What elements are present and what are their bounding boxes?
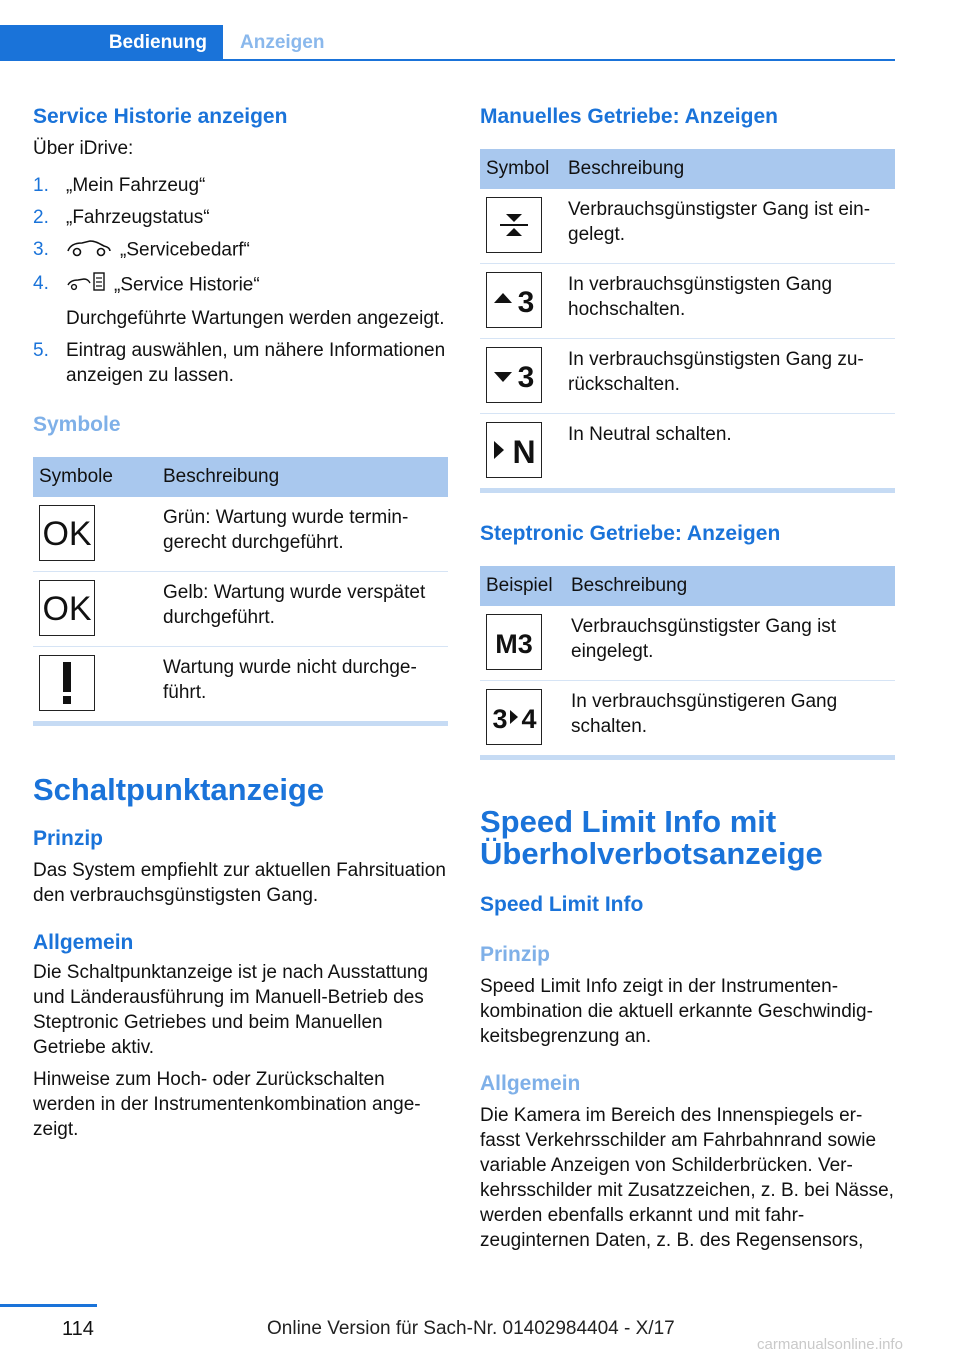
table-cell-desc: In verbrauchsgünstigeren Gang schalten. [571,691,838,737]
ok-green-icon [39,505,95,561]
list-item [33,205,448,230]
table-row [480,339,895,414]
allgemein-text-2: Hinweise zum Hoch- oder Zurückschalten werden in der Instrumentenkombination angezeigt. [33,1069,421,1140]
list-item [33,237,448,264]
step-number: 3. [33,239,49,260]
step-number: 2. [33,207,49,228]
allgemein-heading: Allgemein [33,931,134,954]
symbole-table [33,457,448,721]
table-row [480,606,895,681]
downshift-3-icon [486,347,542,403]
manual-gearbox-heading: Manuelles Getriebe: Anzeigen [480,105,778,128]
table-cell-desc: Grün: Wartung wurde termingerecht durchgeführt. [157,497,448,572]
table-end-bar [33,721,448,726]
page-number: 114 [62,1318,94,1340]
step-text: „Mein Fahrzeug“ [66,175,206,196]
prinzip-heading-right: Prinzip [480,943,551,966]
table-cell-desc: Gelb: Wartung wurde verspätet durchgeführt. [157,572,448,647]
tab-bedienung[interactable]: Bedienung [0,25,223,61]
table-header-row [480,566,895,606]
upshift-label: 3 [517,286,535,317]
column-header: Symbole [33,457,157,497]
prinzip-text-right: Speed Limit Info zeigt in der Instrumentenkombination die aktuell erkannte Geschwindigkeitsbegrenzung an. [480,976,873,1047]
step-number: 4. [33,273,49,294]
exclamation-icon [39,655,95,711]
downshift-label: 3 [517,361,535,392]
list-item [33,173,448,198]
table-cell-desc: In verbrauchsgünstigsten Gang zurückschalten. [562,339,895,414]
table-row [480,189,895,264]
schaltpunkt-heading: Schaltpunktanzeige [33,772,325,807]
symbole-heading: Symbole [33,413,121,436]
step-text: „Fahrzeugstatus“ [66,207,210,228]
manual-gearbox-table [480,149,895,488]
footer-line [0,1304,97,1307]
ok-yellow-label: OK [42,591,92,625]
steptronic-table [480,566,895,755]
table-header-row [480,149,895,189]
table-header-row [33,457,448,497]
step-text: „Service Historie“ [114,274,260,296]
right-column [480,100,895,1253]
column-header: Symbol [480,149,562,189]
column-header: Beschreibung [562,149,895,189]
step-number: 5. [33,340,49,361]
table-cell-desc: Verbrauchsgünstigster Gang ist eingelegt. [562,189,895,264]
prinzip-heading: Prinzip [33,827,104,850]
neutral-label: N [512,434,536,467]
service-intro: Über iDrive: [33,138,134,159]
table-row [33,647,448,722]
m3-icon [486,614,542,670]
service-history-heading: Service Historie anzeigen [33,105,288,128]
step-number: 1. [33,175,49,196]
table-row [480,681,895,756]
speed-limit-subheading: Speed Limit Info [480,893,644,916]
table-cell-desc: Verbrauchsgünstigster Gang ist eingelegt. [565,606,895,681]
column-header: Beschreibung [157,457,448,497]
allgemein-text-1: Die Schaltpunktanzeige ist je nach Ausstattung und Länderausführung im Manuell-Betrieb des Steptronic Getriebes und beim Manuellen Getriebe aktiv. [33,962,429,1058]
list-item [33,338,448,388]
ok-yellow-icon [39,580,95,636]
speed-limit-heading: Speed Limit Info mit Überholverbotsanzeige [480,804,823,871]
allgemein-text-right: Die Kamera im Bereich des Innenspiegels erfasst Verkehrsschilder am Fahrbahnrand sowie variable Anzeigen von Schilderbrücken. Verkehrsschilder mit Zusatzzeichen, z. B. bei Nässe, werden ebenfalls erkannt und mit fahrzeuginternen Daten, z. B. des Regensensors, [480,1105,894,1251]
allgemein-heading-right: Allgemein [480,1072,581,1095]
table-end-bar [480,488,895,493]
car-icon [66,237,112,264]
steps-list [33,173,448,388]
table-row [480,264,895,339]
footer-note: Online Version für Sach-Nr. 01402984404 - X/17 [267,1318,675,1339]
prinzip-text: Das System empfiehlt zur aktuellen Fahrsituation den verbrauchsgünstigsten Gang. [33,860,446,906]
left-column [33,100,448,1142]
m3-label: M3 [495,629,533,659]
svg-text:4: 4 [521,704,537,734]
svg-text:3: 3 [492,704,508,734]
optimal-gear-icon [486,197,542,253]
table-cell-desc: In Neutral schalten. [568,424,732,445]
table-cell-desc: In verbrauchsgünstigsten Gang hochschalten. [562,264,895,339]
shift-3-to-4-icon [486,689,542,745]
service-history-icon [66,271,106,300]
neutral-n-icon [486,422,542,478]
header-tabs [0,25,895,61]
watermark: carmanualsonline.info [757,1336,903,1353]
step-text: Eintrag auswählen, um nähere Informationen anzeigen zu lassen. [66,340,446,386]
column-header: Beschreibung [565,566,895,606]
upshift-3-icon [486,272,542,328]
table-end-bar [480,755,895,760]
table-row [33,572,448,647]
step-text: „Servicebedarf“ [120,239,250,261]
table-cell-desc: Wartung wurde nicht durchgeführt. [163,657,417,703]
steptronic-heading: Steptronic Getriebe: Anzeigen [480,522,781,545]
ok-green-label: OK [42,516,92,550]
table-row [480,414,895,489]
tab-anzeigen[interactable]: Anzeigen [240,32,325,53]
column-header: Beispiel [480,566,565,606]
list-item [33,271,448,331]
table-row [33,497,448,572]
step-extra-text: Durchgeführte Wartungen werden angezeigt. [66,308,445,329]
